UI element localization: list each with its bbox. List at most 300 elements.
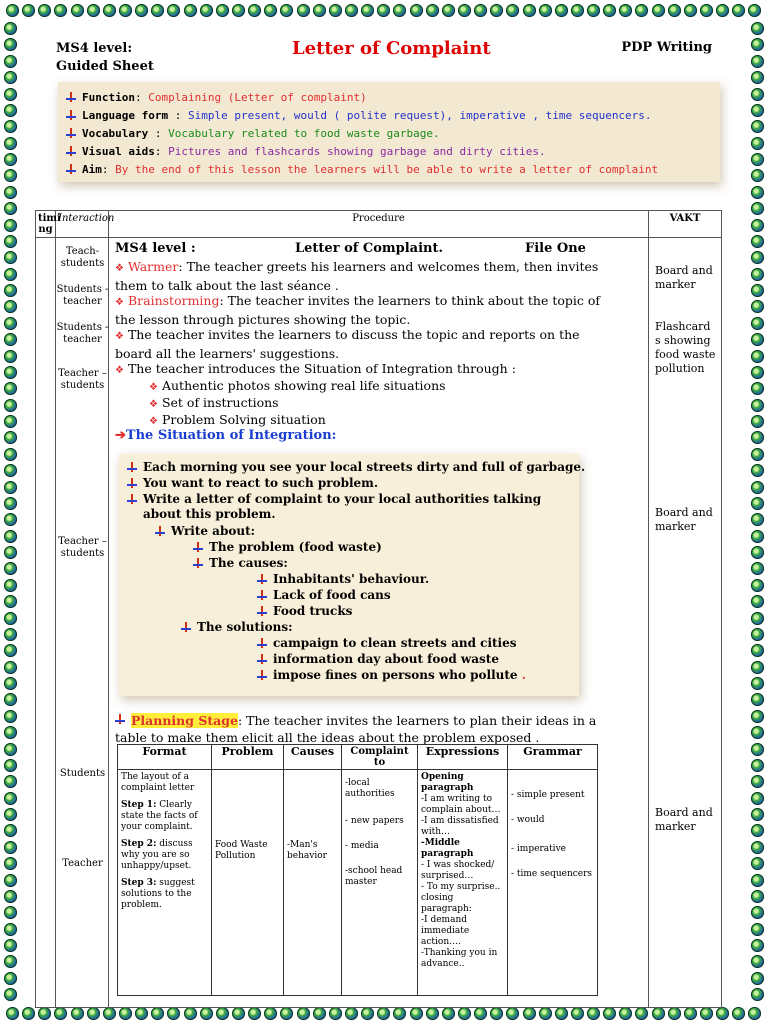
globe-icon (523, 4, 536, 17)
globe-icon (4, 972, 17, 985)
arrow-bullet-icon (155, 526, 165, 537)
info-vocabulary: Vocabulary : Vocabulary related to food waste garbage. (66, 124, 712, 142)
globe-icon (555, 4, 568, 17)
globe-icon (539, 4, 552, 17)
globe-icon (4, 186, 17, 199)
globe-icon (4, 759, 17, 772)
globe-icon (410, 1007, 423, 1020)
globe-icon (4, 743, 17, 756)
globe-icon (4, 530, 17, 543)
globe-icon (4, 939, 17, 952)
globe-icon (751, 399, 764, 412)
arrow-bullet-icon (66, 164, 76, 175)
globe-icon (442, 4, 455, 17)
globe-icon (38, 4, 51, 17)
diamond-bullet-icon: ❖ (115, 263, 124, 274)
globe-icon (4, 923, 17, 936)
diamond-bullet-icon: ❖ (149, 382, 158, 393)
globe-icon (539, 1007, 552, 1020)
globe-icon (751, 382, 764, 395)
globe-icon (474, 4, 487, 17)
globe-icon (751, 350, 764, 363)
globe-icon (751, 300, 764, 313)
globe-icon (4, 612, 17, 625)
arrow-bullet-icon (66, 92, 76, 103)
globe-icon (751, 710, 764, 723)
globe-icon (184, 4, 197, 17)
globe-icon (4, 841, 17, 854)
situation-line: Each morning you see your local streets dirty and full of garbage. (127, 460, 585, 475)
globe-icon (151, 4, 164, 17)
globe-icon (4, 448, 17, 461)
globe-icon (151, 1007, 164, 1020)
planning-body-row (118, 770, 598, 996)
globe-icon (4, 710, 17, 723)
globe-icon (751, 153, 764, 166)
format-cell: The layout of a complaint letter Step 1: Clearly state the facts of your complaint. Step 2: discuss why you are so unhappy/upset. Step 3: suggest solutions to the problem. (118, 770, 212, 996)
globe-icon (4, 464, 17, 477)
interaction-item: Teacher – students (58, 536, 107, 559)
vakt-item: Flashcard s showing food waste pollution (655, 320, 716, 375)
globe-icon (751, 841, 764, 854)
timing-cell (36, 238, 56, 1008)
globe-icon (167, 4, 180, 17)
page-header (56, 38, 720, 78)
diamond-bullet-icon: ❖ (149, 416, 158, 427)
situation-box (119, 454, 586, 696)
globe-icon (135, 4, 148, 17)
globe-icon (4, 251, 17, 264)
globe-icon (751, 104, 764, 117)
arrow-bullet-icon (257, 590, 267, 601)
globe-icon (4, 497, 17, 510)
globe-icon (393, 4, 406, 17)
globe-icon (4, 595, 17, 608)
globe-icon (264, 4, 277, 17)
solution-item: information day about food waste (257, 652, 499, 667)
globe-icon (4, 775, 17, 788)
globe-icon (232, 4, 245, 17)
globe-icon (4, 513, 17, 526)
globe-icon (4, 628, 17, 641)
globe-icon (751, 906, 764, 919)
globe-icon (167, 1007, 180, 1020)
globe-icon (587, 4, 600, 17)
globe-icon (751, 759, 764, 772)
info-aim: Aim : By the end of this lesson the learners will be able to write a letter of complaint (66, 160, 712, 178)
globe-icon (280, 1007, 293, 1020)
globe-icon (490, 1007, 503, 1020)
globe-icon (603, 1007, 616, 1020)
globe-icon (684, 4, 697, 17)
globe-icon (4, 481, 17, 494)
globe-icon (751, 284, 764, 297)
globe-icon (751, 186, 764, 199)
globe-icon (571, 4, 584, 17)
globe-icon (4, 415, 17, 428)
arrow-bullet-icon (66, 110, 76, 121)
tool-item: ❖ Set of instructions (149, 395, 279, 410)
globe-icon (748, 4, 761, 17)
globe-icon (4, 137, 17, 150)
planning-table (117, 744, 598, 996)
tool-item: ❖ Problem Solving situation (149, 412, 326, 427)
globe-icon (361, 4, 374, 17)
info-visual: Visual aids : Pictures and flashcards showing garbage and dirty cities. (66, 142, 712, 160)
header-timing: timi ng (36, 211, 56, 238)
globe-icon (506, 4, 519, 17)
globe-icon (668, 1007, 681, 1020)
globe-icon (4, 546, 17, 559)
globe-icon (4, 88, 17, 101)
globe-icon (4, 661, 17, 674)
globe-icon (6, 1007, 19, 1020)
globe-icon (87, 4, 100, 17)
globe-icon (4, 726, 17, 739)
planning-step: Planning Stage: The teacher invites the learners to plan their ideas in a table to make them elicit all the ideas about the problem exposed . (115, 713, 597, 745)
problem-cell: Food Waste Pollution (212, 770, 284, 996)
discuss-step: ❖ The teacher invites the learners to discuss the topic and reports on the board all the learners' suggestions. (115, 327, 580, 361)
header-left (56, 40, 154, 76)
globe-icon (652, 4, 665, 17)
globe-icon (619, 1007, 632, 1020)
globe-icon (751, 988, 764, 1001)
arrow-bullet-icon (257, 654, 267, 665)
arrow-bullet-icon (181, 622, 191, 633)
globe-icon (4, 38, 17, 51)
procedure-table (35, 210, 722, 1008)
complaint-to-cell: -local authorities - new papers - media -school head master (342, 770, 418, 996)
header-vakt: VAKT (649, 211, 722, 238)
lesson-info-box (58, 82, 720, 182)
tool-item: ❖ Authentic photos showing real life situations (149, 378, 446, 393)
col-expressions: Expressions (418, 745, 508, 770)
globe-icon (442, 1007, 455, 1020)
globe-icon (410, 4, 423, 17)
interaction-item: Students - teacher (56, 284, 109, 307)
globe-icon (216, 4, 229, 17)
globe-icon (751, 595, 764, 608)
globe-icon (619, 4, 632, 17)
globe-icon (716, 4, 729, 17)
globe-icon (751, 513, 764, 526)
globe-icon (732, 1007, 745, 1020)
globe-icon (54, 1007, 67, 1020)
solution-item: impose fines on persons who pollute . (257, 668, 526, 683)
cause-item: Food trucks (257, 604, 352, 619)
globe-icon (216, 1007, 229, 1020)
globe-icon (751, 169, 764, 182)
globe-icon (751, 743, 764, 756)
globe-icon (4, 890, 17, 903)
procedure-cell (109, 238, 649, 1008)
globe-icon (4, 55, 17, 68)
globe-icon (751, 137, 764, 150)
arrow-bullet-icon (257, 606, 267, 617)
diamond-bullet-icon: ❖ (115, 331, 124, 342)
expressions-cell: Opening paragraph -I am writing to complain about… -I am dissatisfied with… -Middle paragraph - I was shocked/ surprised… - To my surprise.. closing paragraph: -I demand immediate action…. -Thanking you in advance.. (418, 770, 508, 996)
globe-icon (4, 300, 17, 313)
globe-icon (329, 1007, 342, 1020)
globe-icon (4, 988, 17, 1001)
globe-icon (22, 4, 35, 17)
vakt-item: Board and marker (655, 264, 713, 291)
globe-icon (393, 1007, 406, 1020)
globe-icon (571, 1007, 584, 1020)
globe-icon (751, 775, 764, 788)
globe-icon (474, 1007, 487, 1020)
globe-icon (751, 251, 764, 264)
col-complaint-to: Complaint to (342, 745, 418, 770)
col-format: Format (118, 745, 212, 770)
globe-icon (426, 4, 439, 17)
interaction-cell (56, 238, 109, 1008)
globe-icon (71, 4, 84, 17)
arrow-bullet-icon (127, 462, 137, 473)
globe-icon (4, 431, 17, 444)
globe-icon (4, 399, 17, 412)
globe-icon (751, 448, 764, 461)
globe-icon (751, 366, 764, 379)
globe-icon (377, 4, 390, 17)
globe-icon (751, 219, 764, 232)
globe-icon (458, 4, 471, 17)
arrow-bullet-icon (257, 638, 267, 649)
problem-item: The problem (food waste) (193, 540, 382, 555)
globe-icon (361, 1007, 374, 1020)
globe-icon (668, 4, 681, 17)
globe-icon (4, 677, 17, 690)
globe-icon (751, 71, 764, 84)
info-language: Language form : Simple present, would ( polite request), imperative , time sequencers. (66, 106, 712, 124)
solutions-heading: The solutions: (181, 620, 293, 635)
globe-icon (103, 1007, 116, 1020)
col-problem: Problem (212, 745, 284, 770)
globe-icon (4, 235, 17, 248)
globe-icon (103, 4, 116, 17)
col-grammar: Grammar (508, 745, 598, 770)
arrow-bullet-icon (127, 494, 137, 505)
globe-icon (4, 792, 17, 805)
globe-icon (38, 1007, 51, 1020)
cause-item: Lack of food cans (257, 588, 391, 603)
level-label: MS4 level: (56, 41, 133, 56)
globe-icon (751, 88, 764, 101)
globe-icon (297, 1007, 310, 1020)
globe-icon (635, 1007, 648, 1020)
causes-cell: -Man's behavior (284, 770, 342, 996)
globe-icon (751, 579, 764, 592)
globe-icon (751, 317, 764, 330)
causes-heading: The causes: (193, 556, 288, 571)
globe-icon (4, 857, 17, 870)
globe-icon (4, 366, 17, 379)
globe-icon (700, 4, 713, 17)
globe-icon (248, 1007, 261, 1020)
globe-icon (4, 824, 17, 837)
grammar-cell: - simple present - would - imperative - time sequencers (508, 770, 598, 996)
globe-icon (751, 562, 764, 575)
globe-icon (751, 497, 764, 510)
arrow-bullet-icon (66, 128, 76, 139)
cause-item: Inhabitants' behaviour. (257, 572, 429, 587)
arrow-bullet-icon (115, 714, 125, 725)
globe-border-right (746, 22, 768, 1002)
globe-icon (751, 235, 764, 248)
globe-icon (4, 120, 17, 133)
table-body-row (36, 238, 722, 1008)
situation-line: Write a letter of complaint to your local authorities talking about this problem. (127, 492, 573, 522)
globe-icon (22, 1007, 35, 1020)
globe-icon (4, 874, 17, 887)
diamond-bullet-icon: ❖ (115, 297, 124, 308)
globe-icon (4, 202, 17, 215)
vakt-item: Board and marker (655, 806, 713, 833)
globe-icon (4, 562, 17, 575)
globe-icon (4, 219, 17, 232)
globe-icon (458, 1007, 471, 1020)
arrow-bullet-icon (193, 558, 203, 569)
globe-icon (751, 612, 764, 625)
globe-icon (248, 4, 261, 17)
arrow-bullet-icon (257, 574, 267, 585)
globe-icon (751, 546, 764, 559)
introduce-step: ❖ The teacher introduces the Situation of Integration through : (115, 361, 516, 376)
globe-icon (4, 104, 17, 117)
interaction-item: Teach- students (60, 246, 105, 269)
globe-icon (716, 1007, 729, 1020)
globe-icon (119, 4, 132, 17)
globe-icon (751, 464, 764, 477)
globe-icon (751, 939, 764, 952)
globe-icon (87, 1007, 100, 1020)
globe-icon (4, 955, 17, 968)
interaction-item: Students (59, 768, 106, 779)
globe-icon (4, 906, 17, 919)
globe-icon (751, 22, 764, 35)
diamond-bullet-icon: ❖ (115, 365, 124, 376)
globe-icon (751, 693, 764, 706)
globe-icon (345, 4, 358, 17)
table-header-row (36, 211, 722, 238)
globe-border-top (0, 0, 768, 22)
globe-icon (751, 415, 764, 428)
globe-icon (635, 4, 648, 17)
procedure-heading: MS4 level : Letter of Complaint. File One (115, 241, 586, 256)
globe-icon (751, 726, 764, 739)
globe-icon (751, 628, 764, 641)
globe-icon (751, 333, 764, 346)
solution-item: campaign to clean streets and cities (257, 636, 517, 651)
globe-icon (652, 1007, 665, 1020)
globe-icon (6, 4, 19, 17)
diamond-bullet-icon: ❖ (149, 399, 158, 410)
globe-icon (71, 1007, 84, 1020)
sheet-label: Guided Sheet (56, 59, 154, 74)
globe-icon (751, 38, 764, 51)
globe-icon (377, 1007, 390, 1020)
globe-icon (4, 317, 17, 330)
globe-icon (135, 1007, 148, 1020)
arrow-bullet-icon (66, 146, 76, 157)
vakt-cell (649, 238, 722, 1008)
globe-icon (751, 120, 764, 133)
globe-icon (751, 955, 764, 968)
globe-icon (184, 1007, 197, 1020)
globe-icon (200, 4, 213, 17)
globe-icon (751, 202, 764, 215)
globe-icon (4, 382, 17, 395)
globe-icon (200, 1007, 213, 1020)
header-interaction: Interaction (56, 211, 109, 238)
globe-icon (751, 55, 764, 68)
globe-icon (4, 644, 17, 657)
globe-icon (4, 71, 17, 84)
globe-icon (751, 661, 764, 674)
globe-icon (264, 1007, 277, 1020)
globe-icon (751, 824, 764, 837)
globe-icon (732, 4, 745, 17)
globe-icon (506, 1007, 519, 1020)
globe-icon (751, 268, 764, 281)
globe-icon (4, 284, 17, 297)
brainstorming-step: ❖ Brainstorming: The teacher invites the learners to think about the topic of the lesson through pictures showing the topic. (115, 293, 601, 327)
globe-icon (751, 481, 764, 494)
header-procedure: Procedure (109, 211, 649, 238)
globe-icon (232, 1007, 245, 1020)
globe-icon (603, 4, 616, 17)
interaction-item: Teacher (62, 858, 103, 869)
arrow-bullet-icon (127, 478, 137, 489)
interaction-item: Students -teacher (56, 322, 109, 345)
globe-icon (4, 22, 17, 35)
arrow-bullet-icon (193, 542, 203, 553)
page-title: Letter of Complaint (292, 38, 491, 59)
warmer-step: ❖ Warmer: The teacher greets his learners and welcomes them, then invites them to talk about the last séance . (115, 259, 599, 293)
planning-header-row (118, 745, 598, 770)
globe-icon (4, 268, 17, 281)
vakt-item: Board and marker (655, 506, 713, 533)
globe-icon (297, 4, 310, 17)
situation-line: You want to react to such problem. (127, 476, 378, 491)
globe-icon (345, 1007, 358, 1020)
col-causes: Causes (284, 745, 342, 770)
globe-icon (587, 1007, 600, 1020)
globe-icon (4, 169, 17, 182)
info-function: Function : Complaining (Letter of complaint) (66, 88, 712, 106)
globe-icon (4, 333, 17, 346)
globe-icon (313, 1007, 326, 1020)
globe-icon (751, 644, 764, 657)
globe-icon (490, 4, 503, 17)
globe-icon (54, 4, 67, 17)
globe-icon (751, 874, 764, 887)
globe-border-left (0, 22, 22, 1002)
globe-icon (751, 890, 764, 903)
globe-icon (280, 4, 293, 17)
globe-icon (748, 1007, 761, 1020)
globe-icon (751, 792, 764, 805)
globe-icon (329, 4, 342, 17)
interaction-item: Teacher – students (58, 368, 107, 391)
globe-icon (555, 1007, 568, 1020)
globe-icon (700, 1007, 713, 1020)
globe-icon (751, 808, 764, 821)
subject-label: PDP Writing (621, 40, 712, 55)
arrow-bullet-icon (257, 670, 267, 681)
write-about: Write about: (155, 524, 255, 539)
globe-icon (751, 530, 764, 543)
